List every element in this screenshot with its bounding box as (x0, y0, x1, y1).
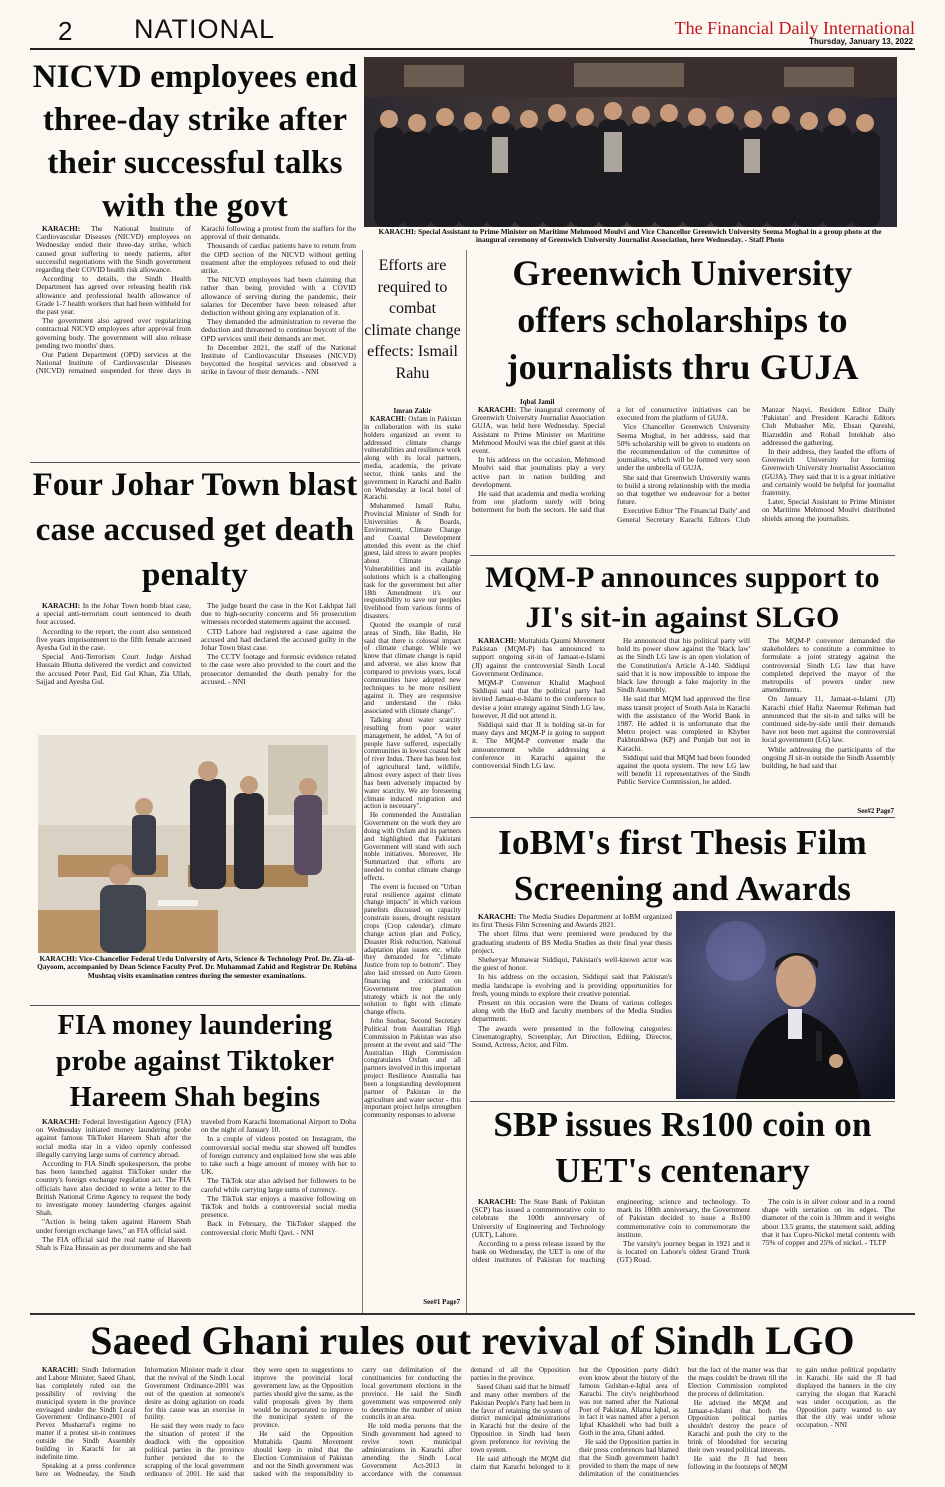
sbp-paragraph: The coin is in silver colour and in a round shape with serration on its edges. The diameter of the coin is 30mm and it weighs about 13.5 grams, the statement said, adding that it has Cupro-Nickel metal contents with 75% of copper and 25% of nickel. - TLTP (762, 1198, 895, 1248)
dateline: KARACHI: (42, 1367, 79, 1374)
climate-body (364, 416, 461, 1304)
greenwich-paragraph: He said that academia and media working from one platform surely will bring betterment for both the sectors. He said that a lot of constructive initiatives can be executed from the platform of GUJA. (472, 406, 750, 515)
iobm-paragraph: KARACHI: The Media Studies Department at IoBM organized its first Thesis Film Screening and Awards 2021. (472, 913, 672, 930)
climate-paragraph: Quoted the example of rural areas of Sindh, like Badin, He said that there is colossal impact of climate change. While we know that climate change is rapid and adverse, we also know that compared to previous years, local communities have adopted new techniques to be more resilient against it. They are responsive and understand the risks associated with climate change". (364, 620, 461, 716)
mqm-paragraph: Siddiqui said that JI is holding sit-in for many days and MQM-P is going to support it. The MQM-P convener made the announcement while addressing a conference in Karachi against the controversial Sindh LG law. (472, 720, 605, 771)
greenwich-paragraph: Later, Special Assistant to Prime Minister on Maritime Mehmood Moulvi distributed shields among the journalists. (762, 497, 895, 523)
column-rule (466, 250, 467, 1315)
climate-headline: Efforts are required to combat climate change effects: Ismail Rahu (364, 257, 461, 382)
group-photo-caption: KARACHI: Special Assistant to Prime Minister on Maritime Mehmood Moulvi and Vice Chancellor Greenwich University Seema Moghal in a group photo at the inaugural ceremony of Greenwich University Journalist Association, here Wednesday. - Staff Photo (378, 228, 882, 245)
greenwich-byline: Iqbal Jamil (520, 398, 555, 406)
issue-date: Thursday, January 13, 2022 (809, 37, 913, 46)
column-rule (362, 250, 363, 1315)
section-name: NATIONAL (134, 14, 276, 44)
ghani-paragraph: He said they were ready to face the situation of protest if the deadlock with the opposition political parties in the province further persisted due to the scrapping of the local government ordinance of 2001. He said that they were open to suggestions to improve the provincial local government law, as the Opposition parties should give the same, as the valid proposals given by them would be incorporated to improve the municipal system of the province. (144, 1367, 353, 1478)
greenwich-headline: Greenwich University offers scholarships to journalists thru GUJA (506, 253, 859, 387)
climate-paragraph: He commended the Australian Government on the work they are doing with Oxfam and its partners and highlighted that Pakistani Government will stand with such noble initiatives. Moreover, He Summarized that efforts are needed to combat climate change effects. (364, 811, 461, 882)
mqm-body (472, 637, 895, 807)
ghani-paragraph: Speaking at a press conference here on Wednesday, the Sindh Information Minister made it clear that the revival of the Sindh Local Government Ordinance-2001 was out of the question at someone's desire as doing agitation on roads for this cause was an exercise in futility. (36, 1367, 245, 1478)
iobm-paragraph: Sheheryar Munawar Siddiqui, Pakistan's well-known actor was the guest of honor. (472, 955, 672, 973)
johar-paragraph: KARACHI: In the Johar Town bomb blast case, a special anti-terrorism court sentenced to death four accused. (36, 602, 191, 627)
sbp-body (472, 1198, 895, 1308)
section-rule (30, 1313, 915, 1315)
greenwich-paragraph: Vice Chancellor Greenwich University Seema Moghal, in her address, said that 50% scholarship will be given to students on the recommendation of the committee of journalists, which will be formed very soon under the umbrella of GUJA. (617, 422, 750, 473)
dateline: KARACHI: (478, 406, 517, 414)
nicvd-paragraph: The government also agreed over regularizing contractual NICVD employees after approval from governing body. The government will also release pending two months' dues. (36, 316, 191, 350)
fia-paragraph: According to FIA Sindh spokesperson, the probe has been launched against TikToker under the country's foreign exchange regulation act. The FIA officials have also decided to write a letter to the British National Crime Agency to request the body to investigate money laundering charges against Shah. (36, 1159, 191, 1218)
nicvd-paragraph: They demanded the administration to reverse the deduction and threatened to continue boycott of the OPD services until their demands are met. (201, 317, 356, 343)
nicvd-paragraph: KARACHI: The National Institute of Cardiovascular Diseases (NICVD) employees on Wednesday ended their three-day strike, which caused great suffering to needy patients, after successful negotiations with the Sindh government regarding their COVID health risk allowance. (36, 225, 191, 275)
greenwich-paragraph: KARACHI: The inaugural ceremony of Greenwich University Journalist Association GUJA, was held here Wednesday. Special Assistant to Prime Minister on Maritime Mehmood Moulvi was the chief guest at this event. (472, 406, 605, 456)
dateline: KARACHI: (42, 1118, 81, 1126)
climate-paragraph: The event is focused on "Urban rural resilience against climate change impacts" in which various panelists discussed on capacity constrain issues, drought resistant crops (Crop calendar), climate change action plan and Policy, Disaster Risk reduction, National adaptation plan issues etc. while they demanded for "climate Justice from top to bottom". They also laid stressed on Auto Green financing and criticized on Government tree plantation strategy which is not the only solution to fight with climate change effects. (364, 882, 461, 1017)
ghani-paragraph: He said although the MQM did claim that Karachi belonged to it but the Opposition party didn't even know about the history of the famous Gulshan-e-Iqbal area of Karachi. The city's neighborhood was not named after the National Poet of Pakistan, Allama Iqbal, as in fact it was named after a person Iqbal Khaskheli who had built a Goth in the area, Ghani added. (470, 1367, 679, 1471)
greenwich-paragraph: In their address, they lauded the efforts of Greenwich University for forming Greenwich University Journalist Association (GUJA). They said that it is a great initiative and certainly would be helpful for journalist fraternity. (762, 447, 895, 498)
mqm-paragraph: The MQM-P convenor demanded the stakeholders to constitute a committee to formulate a joint strategy against the controversial Sindh LG law that have completed deprived the mayor of the metropolis of powers under new amendments. (762, 637, 895, 695)
fia-headline: FIA money laundering probe against Tiktoker Hareem Shah begins (55, 1010, 335, 1113)
dateline: KARACHI: (370, 416, 407, 423)
fia-paragraph: KARACHI: Federal Investigation Agency (FIA) on Wednesday initiated money laundering probe against famous TikToker Hareem Shah after the social media star in a video openly confessed illegally carrying large sums of currency abroad. (36, 1118, 191, 1159)
dateline: KARACHI: (478, 913, 517, 921)
group-photo (364, 57, 897, 227)
ghani-body (36, 1367, 896, 1481)
johar-body (36, 602, 356, 732)
climate-paragraph: John Snobar, Second Secretary Political from Australian High Commission in Pakistan was also present at the event and said "The Australian High Commission congratulates Oxfam and all partners involved in this important project Resilience Australia has been a longstanding development partner of Pakistan in the agriculture and water sector - this important project helps strengthen community responses to adverse (364, 1017, 461, 1120)
section-rule (470, 817, 895, 818)
sbp-paragraph: KARACHI: The State Bank of Pakistan (SCP) has issued a commemorative coin to celebrate the 100th anniversary of University of Engineering and Technology (UET), Lahore. (472, 1198, 605, 1239)
section-rule (30, 1005, 360, 1006)
sbp-paragraph: According to a press release issued by the bank on Wednesday, the UET is one of the oldest institutes of Pakistan for teaching engineering, science and technology. To mark its 100th anniversary, the Government of Pakistan decided to issue a Rs100 commemorative coin to commemorate the institute. (472, 1198, 750, 1265)
paper-name: The Financial Daily International (674, 18, 915, 38)
fia-paragraph: Back in February, the TikToker slapped the controversial cleric Mufti Qavi. - NNI (201, 1219, 356, 1237)
nicvd-paragraph: In December 2021, the staff of the National Institute of Cardiovascular Diseases (NICVD) boycotted the hospital services and observed a strike in favour of their demands. - NNI (201, 342, 356, 377)
mqm-paragraph: On January 11, Jamaat-e-Islami (JI) Karachi chief Hafiz Naeemur Rehman had announced that the sit-in and talks will be continued side-by-side until their demands have not been met against the controversial local government (LG) law. (762, 694, 895, 745)
ghani-paragraph: Saeed Ghani said that he himself and many other members of the Pakistan People's Party had been in the favor of retaining the system of district municipal administrations in Karachi but the desire of the Opposition in Sindh had been given preference for reviving the town system. (470, 1382, 571, 1455)
masthead (30, 10, 915, 46)
exam-photo-caption: KARACHI: Vice-Chancellor Federal Urdu University of Arts, Science & Technology Prof. Dr. Zia-ul-Qayoom, accompanied by Dean Science Faculty Prof. Dr. Muhammad Zahid and Registrar Dr. Rubina Mushtaq visits examination centres during the semester examinations. (37, 955, 357, 980)
iobm-headline: IoBM's first Thesis Film Screening and Awards (498, 823, 867, 908)
johar-paragraph: The CCTV footage and forensic evidence related to the case were also provided to the court and the prosecutor demanded the death penalty for the accused. - NNI (201, 652, 356, 686)
iobm-paragraph: The awards were presented in the following categories: Cinematography, Screenplay, Art Direction, Editing, Director, Sound, Actress, Actor, and Film. (472, 1023, 672, 1050)
climate-byline: Imran Zakir (393, 407, 432, 415)
greenwich-paragraph: Executive Editor 'The Financial Daily' and General Secretary Karachi Editors Club Manzar Naqvi, Resident Editor Daily 'Pakistan' and President Karachi Editors Club Mubasher Mir, Ehsan Qureshi, Riazuddin and Rohail Intekhab also addressed the gathering. (617, 406, 895, 524)
dateline: KARACHI: (478, 637, 517, 645)
greenwich-paragraph: She said that Greenwich University wants to build a strong relationship with the media so that together we endeavour for a better future. (617, 472, 750, 507)
dateline: KARACHI: (478, 1198, 517, 1206)
johar-paragraph: CTD Lahore had registered a case against the accused and had declared the accused guilty in the Johar Town blast case. (201, 626, 356, 653)
climate-paragraph: Muhammed Ismail Rahu, Provincial Minister of Sindh for Universities & Boards, Environment, Climate Change and Coastal Development attended this event as the chief guest, laid stress to aware peoples about Climate change Vulnerabilities and its available solutions which is a challenging task for the government but after 18th Amendment it's our responsibility to save our peoples livelihood from various forms of disasters. (364, 502, 461, 621)
fia-paragraph: "Action is being taken against Hareem Shah under foreign exchange laws," an FIA official said. (36, 1217, 191, 1235)
actor-photo (676, 911, 895, 1099)
ghani-paragraph: He said the JI had been following in the footsteps of MQM to gain undue political popularity in Karachi. He said the JI had displayed the banners in the city carrying the slogan that Karachi was under occupation, as the Opposition party wanted to say that the city was under whose occupation. - NNI (687, 1367, 896, 1471)
nicvd-body (36, 225, 356, 457)
mqm-jump: See#2 Page7 (857, 807, 894, 815)
ghani-paragraph: He said the Opposition Muttahida Qaumi Movement should keep in mind that the Election Commission of Pakistan and not the Sindh government was tasked with the responsibility to carry out delimitation of the constituencies for conducting the local government elections in the province. He said the Sindh government was empowered only to determine the number of union councils in an area. (253, 1367, 462, 1478)
mqm-paragraph: He announced that his political party will hold its power show against the 'black law' as the Sindh LG law is an open violation of the Constitution's Article A-140. Siddiqui said that it is now impossible to impose the black law through a fake majority in the Sindh Assembly. (617, 637, 750, 695)
greenwich-body (472, 406, 895, 551)
mqm-headline: MQM-P announces support to JI's sit-in against SLGO (485, 561, 880, 634)
mqm-paragraph: KARACHI: Muttahida Qaumi Movement Pakistan (MQM-P) has announced to support ongoing sit-in of Jamaat-e-Islami (JI) against the controversial Sindh Local Government Ordinance. (472, 637, 605, 678)
ghani-paragraph: He told media persons that the Sindh government had agreed to revive town municipal administrations in Karachi after amending the Sindh Local Government Act-2013 in accordance with the consensus demand of all the Opposition parties in the province. (361, 1367, 571, 1478)
mqm-paragraph: While addressing the participants of the ongoing JI sit-in outside the Sindh Assembly building, he had said that (762, 744, 895, 771)
nicvd-paragraph: Thousands of cardiac patients have to return from the OPD section of the NICVD without getting treatment after the employees refused to end their strike. (201, 241, 356, 276)
nicvd-paragraph: The NICVD employees had been claiming that rather than being provided with a COVID allowance of serving during the pandemic, their salaries for December have been released after deduction without giving any explanation of it. (201, 275, 356, 318)
dateline: KARACHI: (42, 225, 81, 233)
johar-paragraph: The judge heard the case in the Kot Lakhpat Jail due to high-security concerns and 56 prosecution witnesses recorded statements against the accused. (201, 602, 356, 627)
fia-body (36, 1118, 356, 1308)
iobm-paragraph: Present on this occasion were the Deans of various colleges along with the HoD and faculty members of the Media Studies department. (472, 998, 672, 1024)
sbp-headline: SBP issues Rs100 coin on UET's centenary (493, 1105, 872, 1190)
exam-photo (38, 735, 356, 953)
johar-headline: Four Johar Town blast case accused get death penalty (32, 467, 358, 593)
mqm-paragraph: He said that MQM had approved the first mass transit project of South Asia in Karachi with the assistance of the World Bank in 1987. He added it is unfortunate that the Metro project was completed in Khyber Pakhtunkhwa (KP) and Punjab but not in Karachi. (617, 694, 750, 753)
sbp-paragraph: The varsity's journey began in 1921 and it is located on Lahore's oldest Grand Trunk (GT) Road. (617, 1239, 750, 1265)
greenwich-paragraph: In his address on the occasion, Mehmood Moulvi said that journalists play a very active part in nation building and development. (472, 455, 605, 489)
climate-paragraph: Talking about water scarcity resulting from poor water management, he added, "A lot of people have suffered, especially communities in lowest coastal belt of river Indus. There has been lost of agricultural land, wildlife, almost every aspect of their lives has been adversely impacted by water scarcity. We are foreseeing climate induced migration and action is necessary". (364, 716, 461, 811)
fia-paragraph: In a couple of videos posted on Instagram, the controversial social media star showed off bundles of foreign currency and explained how she was able to take such a huge amount of money with her to UK. (201, 1134, 356, 1177)
page-number: 2 (58, 16, 73, 46)
iobm-body (472, 913, 672, 1098)
ghani-paragraph: KARACHI: Sindh Information and Labour Minister, Saeed Ghani, has completely ruled out the possibility of reviving the municipal system in the province envisaged under the Sindh Local Government Ordinance-2001 of Pervez Musharraf's regime no matter if a protest sit-in continues outside the Sindh Assembly building in Karachi for an indefinite time. (36, 1367, 136, 1461)
dateline: KARACHI: (42, 602, 81, 610)
iobm-paragraph: The short films that were premiered were produced by the graduating students of BS Media Studies as their final year thesis project. (472, 929, 672, 955)
johar-paragraph: Special Anti-Terrorism Court Judge Arshad Hussain Bhutta delivered the verdict and convicted the accused Peter Paul, Eid Gul Khan, Zia Ullah, Sajjad and Ayesha Gul. (36, 652, 191, 686)
fia-paragraph: The TikTok star also advised her followers to be careful while carrying large sums of currency. (201, 1176, 356, 1194)
exam-photo-image (38, 735, 356, 953)
ghani-paragraph: He advised the MQM and Jamaat-e-Islami that both the Opposition political parties shouldn't destroy the peace of Karachi and push the city to the brink of bloodshed for securing their own vested political interests. (687, 1398, 788, 1455)
masthead-rule (30, 48, 915, 50)
climate-jump: See#1 Page7 (423, 1298, 460, 1306)
iobm-paragraph: In his address on the occasion, Siddiqui said that Pakistan's media landscape is evolving and is providing opportunities for fresh, young minds to explore their creative potential. (472, 972, 672, 998)
section-rule (470, 555, 895, 556)
fia-paragraph: The TikTok star enjoys a massive following on TikTok and holds a controversial social media presence. (201, 1193, 356, 1220)
actor-photo-image (676, 911, 895, 1099)
climate-paragraph: KARACHI: Oxfam in Pakistan in collaboration with its stake holders organized an event to addressed climate change vulnerabilities and resilience work along with its local partners, media, academia, the private sector, think tanks and the government in Karachi and Badin on Wednesday at local hotel of Karachi. (364, 416, 461, 502)
nicvd-paragraph: According to details, the Sindh Health Department has agreed over releasing health risk allowance and professional health allowance of Grade 1-7 health workers that had been withheld for the past year. (36, 274, 191, 317)
mqm-paragraph: Siddiqui said that MQM had been founded against the quota system. The new LG law will benefit 11 representatives of the Sindh Public Service Commission, he added. (617, 752, 750, 787)
fia-paragraph: The FIA official said the real name of Hareem Shah is Fiza Hussain as per documents and she had traveled from Karachi International Airport to Doha on the night of January 10. (36, 1118, 356, 1253)
nicvd-headline: NICVD employees end three-day strike after their successful talks with the govt (32, 59, 358, 224)
nicvd-paragraph: Our Patient Department (OPD) services at the National Institute of Cardiovascular Diseases (NICVD) remained suspended for three days in Karachi following a protest from the staffers for the approval of their demands. (36, 225, 356, 376)
ghani-paragraph: He said the Opposition parties in their press conferences had blamed that the Sindh government hadn't provided to them the maps of new delimitation of the constituencies but the fact of the matter was that the maps couldn't be drawn till the Election Commission completed the process of delimitation. (579, 1367, 788, 1478)
ghani-headline: Saeed Ghani rules out revival of Sindh LGO (90, 1318, 855, 1363)
group-photo-image (364, 57, 897, 227)
mqm-paragraph: MQM-P Convenor Khalid Maqbool Siddiqui said that the political party had invited Jamaat-e-Islami to the conference to devise a joint strategy against Sindh LG law, however, JI did not attend it. (472, 678, 605, 720)
johar-paragraph: According to the report, the court also sentenced five years imprisonment to the fifth female accused Ayesha Gul in the case. (36, 626, 191, 653)
